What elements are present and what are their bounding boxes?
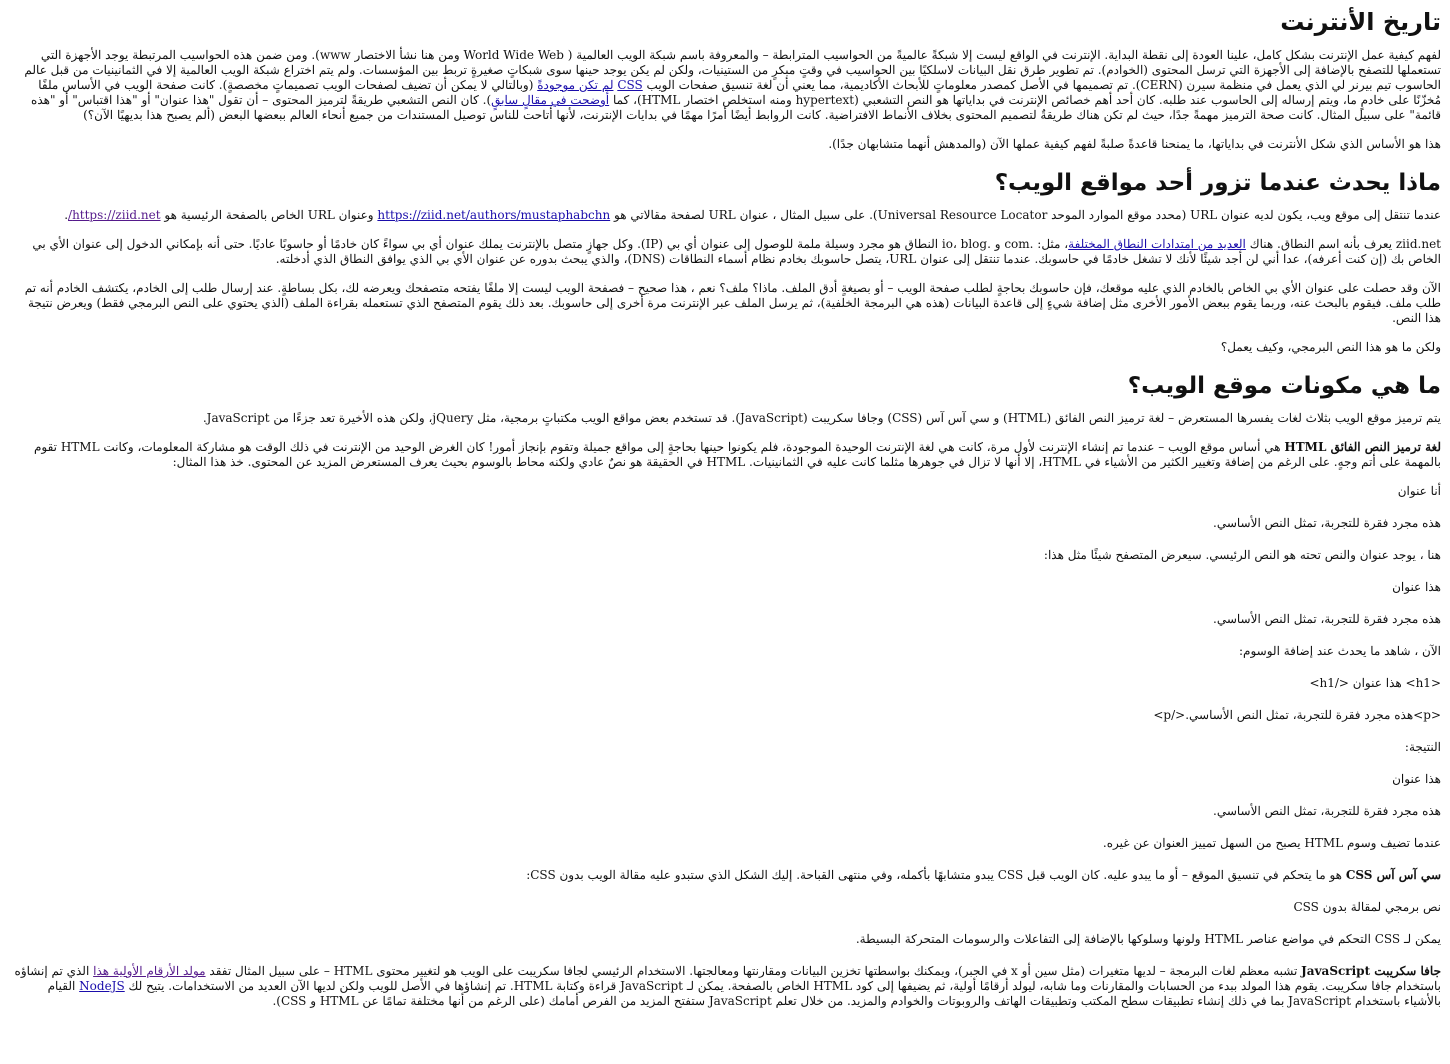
javascript-text-a: تشبه معظم لغات البرمجة – لديها متغيرات (مثل سين أو x في الجبر)، ويمكنك بواسطتها تخزين البيانات ومقارنتها ومعالجتها. الاستخدام الرئيسي لجافا سكريبت على الويب هو لتغيير محتوى HTML – على سبيل المثال تفقد [205,964,1302,978]
example-line-2: هذه مجرد فقرة للتجربة، تمثل النص الأساسي. [1213,516,1441,530]
example-code-p: <p>هذه مجرد فقرة للتجربة، تمثل النص الأساسي.</p> [1153,708,1441,722]
history-paragraph-2: هذا هو الأساس الذي شكل الأنترنت في بداياتها، ما يمنحنا قاعدةً صلبةً لفهم كيفية عملها الآن (والمدهش أنهما متشابهان جدًا). [828,137,1441,151]
example-line-4: هذا عنوان [1392,580,1441,594]
history-paragraph-1 [9,48,1441,123]
example-result-label: النتيجة: [1404,740,1441,754]
css-example: نص برمجي لمقالة بدون CSS [1293,900,1441,914]
example-result-heading: هذا عنوان [1392,772,1441,786]
visit-text-e: ، مثل: .com و .io، blog النطاق هو مجرد وسيلة ملمة للوصول إلى عنوان أي بي (IP). وكل جهازٍ متصل بالإنترنت يملك عنوان أي بي سواءً كان خادمًا أو حاسوبًا عاديًا. حتى أنه بإمكاني الدخول إلى عنوان الأي بي الخاص بك (إن كنت أعرفه)، عدا أني لن أجد شيئًا لأنك لا تشغل خادمًا في حاسوبك. عندما تنتقل إلى عنوان URL، يتصل حاسوبك بخادم نظام أسماء النطاقات (DNS)، والذي يبحث بدوره عن عنوان الأي بي الذي يوافق النطاق الذي أدخلته. [32,237,1441,266]
html-term: لغة ترميز النص الفائق HTML [1284,440,1441,454]
example-code-h1: <h1> هذا عنوان </h1> [1309,676,1441,690]
css-note: يمكن لـ CSS التحكم في مواضع عناصر HTML ولونها وسلوكها بالإضافة إلى التفاعلات والرسومات المتحركة البسيطة. [855,932,1441,946]
not-exist-link[interactable]: لم تكن موجودةً [537,78,614,92]
components-heading: ما هي مكونات موقع الويب؟ [1127,373,1441,399]
visit-text-a: عندما تنتقل إلى موقع ويب، يكون لديه عنوان URL (محدد موقع الموارد الموحد Universal Resource Locator). على سبيل المثال ، عنوان URL لصفحة مقالاتي هو [610,208,1441,222]
history-text-c: ). كان النص التشعبي طريقةً لترميز المحتوى – أن تقول "هذا عنوان" أو "هذا اقتباس" أو "هذه قائمة" على سبيل المثال. كانت صحة الترميز مهمةً جدًا، حيث لم تكن هناك طريقةٌ لتصميم المحتوى بخلاف الأنماط الافتراضية. كانت الروابط أيضًا أمرًا مهمًا في بدايات الإنترنت، لأنها أتاحت للناس توصيل المستندات من جميع أنحاء العالم ببعضها البعض (ألم يصبح هذا بديهيًا الآن؟) [31,93,1441,122]
history-text-a: لفهم كيفية عمل الإنترنت بشكل كامل، علينا العودة إلى نقطة البداية. الإنترنت في الواقع ليست إلا شبكةً عالميةً من الحواسيب المترابطة – والمعروفة باسم شبكة الويب العالمية ( World Wide Web ومن هنا نشأ الاختصار www). ومن ضمن هذه الحواسيب المرتبطة يوجد الأجهزة التي تستعملها للتصفح بالإضافة إلى الأجهزة التي ترسل المحتوى (الخوادم). تم تطوير طرق نقل البيانات لاسلكيًا بين الحواسيب في وقتٍ مبكرٍ من الستينيات، ولكن لم يكن يوجد حينها سوى شبكاتٍ صغيرةٍ تربط بين المؤسسات. ولم يتم اختراع شبكة الويب العالمية إلا في الثمانينيات من قبل عالم الحاسوب تيم بيرنر لي الذي يعمل في منظمة سيرن (CERN). تم تصميمها في الأصل كمصدر معلوماتٍ للأبحاث الأكاديمية، مما يعني أن لغة تنسيق صفحات الويب [24,48,1441,92]
visit-paragraph-3: الآن وقد حصلت على عنوان الأي بي الخاص بالخادم الذي عليه موقعك، فإن حاسوبك بحاجةٍ لطلب صفحة الويب – أو بصيغةٍ أدق الملف. ماذا؟ ملف؟ نعم ، هذا صحيح – فصفحة الويب ليست إلا ملفًا يفتحه متصفحك ويعرضه لك، بكل بساطةٍ. عند إرسال طلب إلى الخادم، يكتشف الخادم أنه تم طلب ملف. فيقوم بالبحث عنه، وربما يقوم ببعض الأمور الأخرى مثل إضافة شيءٍ إلى قاعدة البيانات (هذه هي البرمجة الخلفية)، ثم يرسل الملف عبر الإنترنت مرة أخرى إلى حاسوبك. بعد ذلك يقوم المتصفح الذي تستعمله بقراءة الملف (الذي يحتوي على النص البرمجي فقط) ويعرض نتيجة هذا النص. [24,281,1441,325]
example-line-1: أنا عنوان [1397,484,1441,498]
visit-paragraph-1 [9,208,1441,223]
home-url-link[interactable]: https://ziid.net/ [68,208,161,222]
domain-extensions-link[interactable]: العديد من امتدادات النطاق المختلفة [1068,237,1246,251]
css-term: سي آس آس CSS [1345,868,1441,882]
visit-paragraph-4: ولكن ما هو هذا النص البرمجي، وكيف يعمل؟ [1220,340,1441,354]
css-description: هو ما يتحكم في تنسيق الموقع – أو ما يبدو عليه. كان الويب قبل CSS يبدو متشابهًا بأكمله، وفي منتهى القباحة. إليك الشكل الذي ستبدو عليه مقالة الويب بدون CSS: [526,868,1346,882]
javascript-text-b: الذي تم إنشاؤه باستخدام جافا سكريبت. يقوم هذا المولد ببدء من الحسابات والمقارنات وما شابه، ليولد أرقامًا أولية، ثم يضيفها إلى كود HTML الخاص بالصفحة. يمكن لـ JavaScript قراءة وكتابة HTML. تم إنشاؤها في الأصل للويب ولكن لديها الآن العديد من الاستخدامات. يتيح لك [14,964,1441,993]
javascript-text-c: القيام بالأشياء باستخدام JavaScript بما في ذلك إنشاء تطبيقات سطح المكتب وتطبيقات الهاتف والروبوتات والخوادم والمزيد. من خلال تعلم JavaScript ستفتح المزيد من الفرص أمامك (على الرغم من أنها مختلفة تمامًا عن HTML و CSS). [47,979,1441,1008]
html-description: هي أساس موقع الويب – عندما تم إنشاء الإنترنت لأول مرة، كانت هي لغة الإنترنت الوحيدة الموجودة، فلم يكونوا حينها بحاجةٍ إلى مواقع جميلة وتقوم بإنجاز أمور! كان الغرض الوحيد من الإنترنت في ذلك الوقت هو مشاركة المعلومات، وكانت HTML تقوم بالمهمة على أتم وجهٍ. على الرغم من إضافة وتغيير الكثير من الأشياء في HTML، إلا أنها لا تزال في جوهرها مثلما كانت عليه في الثمانينيات. HTML في الحقيقة هو نصٌ عادي ولكنه محاط بالوسوم بحيث يعرف المستعرض المزيد عن المحتوى. خذ هذا المثال: [33,440,1441,469]
visit-paragraph-2 [9,237,1441,267]
visit-text-d: ziid.net يعرف بأنه اسم النطاق. هناك [1245,237,1441,251]
previous-article-link[interactable]: أوضحت في مقالٍ سابقٍ [491,93,610,107]
visit-text-b: وعنوان URL الخاص بالصفحة الرئيسية هو [160,208,378,222]
css-paragraph [9,868,1441,883]
example-line-3: هنا ، يوجد عنوان والنص تحته هو النص الرئيسي. سيعرض المتصفح شيئًا مثل هذا: [1043,548,1441,562]
prime-generator-link[interactable]: مولد الأرقام الأولية هذا [93,964,206,978]
nodejs-link[interactable]: NodeJS [79,979,125,993]
visit-heading: ماذا يحدث عندما تزور أحد مواقع الويب؟ [994,170,1441,196]
components-intro: يتم ترميز موقع الويب بثلاث لغات يفسرها المستعرض – لغة ترميز النص الفائق (HTML) و سي آس آس (CSS) وجافا سكريبت (JavaScript). قد تستخدم بعض مواقع الويب مكتباتٍ برمجية، مثل jQuery، ولكن هذه الأخيرة تعد جزءًا من JavaScript. [202,411,1441,425]
example-line-5: هذه مجرد فقرة للتجربة، تمثل النص الأساسي. [1213,612,1441,626]
css-link[interactable]: CSS [617,78,643,92]
html-paragraph [9,440,1441,470]
example-line-6: الآن ، شاهد ما يحدث عند إضافة الوسوم: [1238,644,1441,658]
page-title: تاريخ الأنترنت [1280,8,1441,36]
example-conclusion: عندما تضيف وسوم HTML يصبح من السهل تمييز العنوان عن غيره. [1102,836,1441,850]
visit-text-c: . [64,208,69,222]
example-result-paragraph: هذه مجرد فقرة للتجربة، تمثل النص الأساسي. [1213,804,1441,818]
history-text-b: (وبالتالي لا يمكن أن تضيف لصفحات الويب تصميماتٍ مخصصةٍ). كانت صفحة الويب في الأساس ملفًا مُخزّنًا على خادمٍ ما، ويتم إرساله إلى الحاسوب عند طلبه. كان أحد أهم خصائص الإنترنت في بداياتها هو النص التشعبي (hypertext ومنه استخلص اختصار HTML)، كما [38,78,1441,107]
authors-url-link[interactable]: https://ziid.net/authors/mustaphabchn [377,208,611,222]
javascript-paragraph [9,964,1441,1009]
javascript-term: جافا سكريبت JavaScript [1301,964,1441,978]
